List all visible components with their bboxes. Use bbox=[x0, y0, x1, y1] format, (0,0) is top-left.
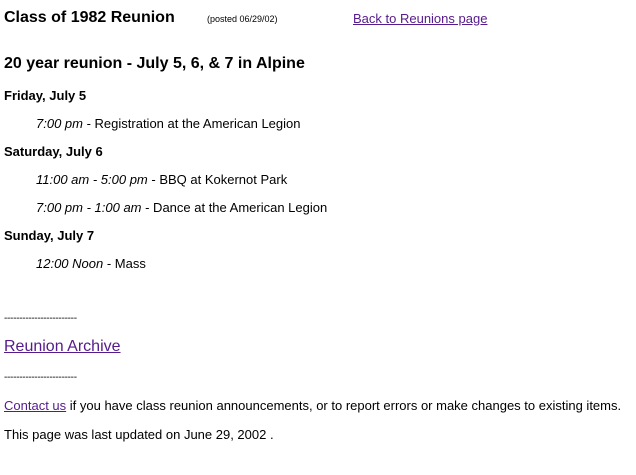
event-description: - BBQ at Kokernot Park bbox=[147, 172, 288, 187]
contact-line bbox=[4, 398, 621, 413]
event-saturday-bbq bbox=[36, 172, 287, 187]
divider-top: ------------------------ bbox=[4, 313, 77, 324]
event-saturday-dance bbox=[36, 200, 327, 215]
page-title: Class of 1982 Reunion bbox=[4, 9, 175, 26]
reunion-archive-link[interactable]: Reunion Archive bbox=[4, 338, 121, 355]
contact-us-link[interactable]: Contact us bbox=[4, 398, 67, 413]
day-label-saturday: Saturday, July 6 bbox=[4, 144, 103, 159]
event-description: - Registration at the American Legion bbox=[82, 116, 301, 131]
event-description: - Mass bbox=[103, 256, 146, 271]
event-friday-registration bbox=[36, 116, 301, 131]
back-to-reunions-link[interactable]: Back to Reunions page bbox=[353, 11, 488, 26]
day-label-friday: Friday, July 5 bbox=[4, 88, 87, 103]
event-sunday-mass bbox=[36, 256, 146, 271]
page-header bbox=[4, 9, 624, 31]
event-time: 12:00 Noon bbox=[36, 256, 104, 271]
contact-text: if you have class reunion announcements, or to report errors or make changes to existing items. bbox=[66, 398, 622, 413]
event-time: 11:00 am - 5:00 pm bbox=[36, 172, 148, 187]
last-updated: This page was last updated on June 29, 2002 . bbox=[4, 427, 274, 442]
day-label-sunday: Sunday, July 7 bbox=[4, 228, 95, 243]
reunion-heading: 20 year reunion - July 5, 6, & 7 in Alpine bbox=[4, 55, 305, 72]
event-time: 7:00 pm - 1:00 am bbox=[36, 200, 142, 215]
posted-date: (posted 06/29/02) bbox=[207, 14, 278, 24]
event-description: - Dance at the American Legion bbox=[141, 200, 328, 215]
divider-bottom: ------------------------ bbox=[4, 372, 77, 383]
event-time: 7:00 pm bbox=[36, 116, 83, 131]
